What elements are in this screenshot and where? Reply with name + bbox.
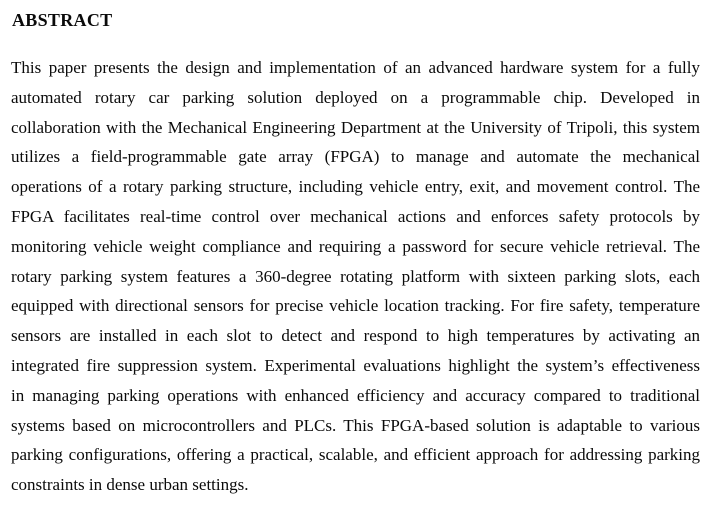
paragraph-line: This paper presents the design and implementation of an advanced hardware system for a fully [11, 58, 700, 77]
paragraph-line: utilizes a field-programmable gate array (FPGA) to manage and automate the mechanical [11, 147, 700, 167]
paragraph-line: automated rotary car parking solution deployed on a programmable chip. Developed in [11, 87, 700, 107]
paragraph-line: integrated fire suppression system. Experimental evaluations highlight the system’s effectiveness [11, 355, 700, 375]
abstract-heading: ABSTRACT [12, 10, 113, 30]
paragraph-line: sensors are installed in each slot to detect and respond to high temperatures by activating an [11, 326, 700, 346]
paragraph-line: systems based on microcontrollers and PLCs. This FPGA-based solution is adaptable to various [11, 415, 700, 435]
abstract-paragraph [11, 53, 700, 500]
paragraph-line: in managing parking operations with enhanced efficiency and accuracy compared to traditional [11, 385, 700, 405]
paragraph-line: FPGA facilitates real-time control over mechanical actions and enforces safety protocols by [11, 206, 700, 226]
paragraph-line: constraints in dense urban settings. [11, 475, 249, 495]
paragraph-line: operations of a rotary parking structure, including vehicle entry, exit, and movement control. The [11, 177, 700, 197]
paragraph-line: collaboration with the Mechanical Engineering Department at the University of Tripoli, this system [11, 117, 700, 137]
paragraph-line: monitoring vehicle weight compliance and requiring a password for secure vehicle retrieval. The [11, 236, 700, 256]
paragraph-line: rotary parking system features a 360-degree rotating platform with sixteen parking slots, each [11, 266, 700, 286]
paragraph-line: equipped with directional sensors for precise vehicle location tracking. For fire safety, temperature [11, 296, 700, 316]
paragraph-line: parking configurations, offering a practical, scalable, and efficient approach for addressing parking [11, 445, 700, 465]
